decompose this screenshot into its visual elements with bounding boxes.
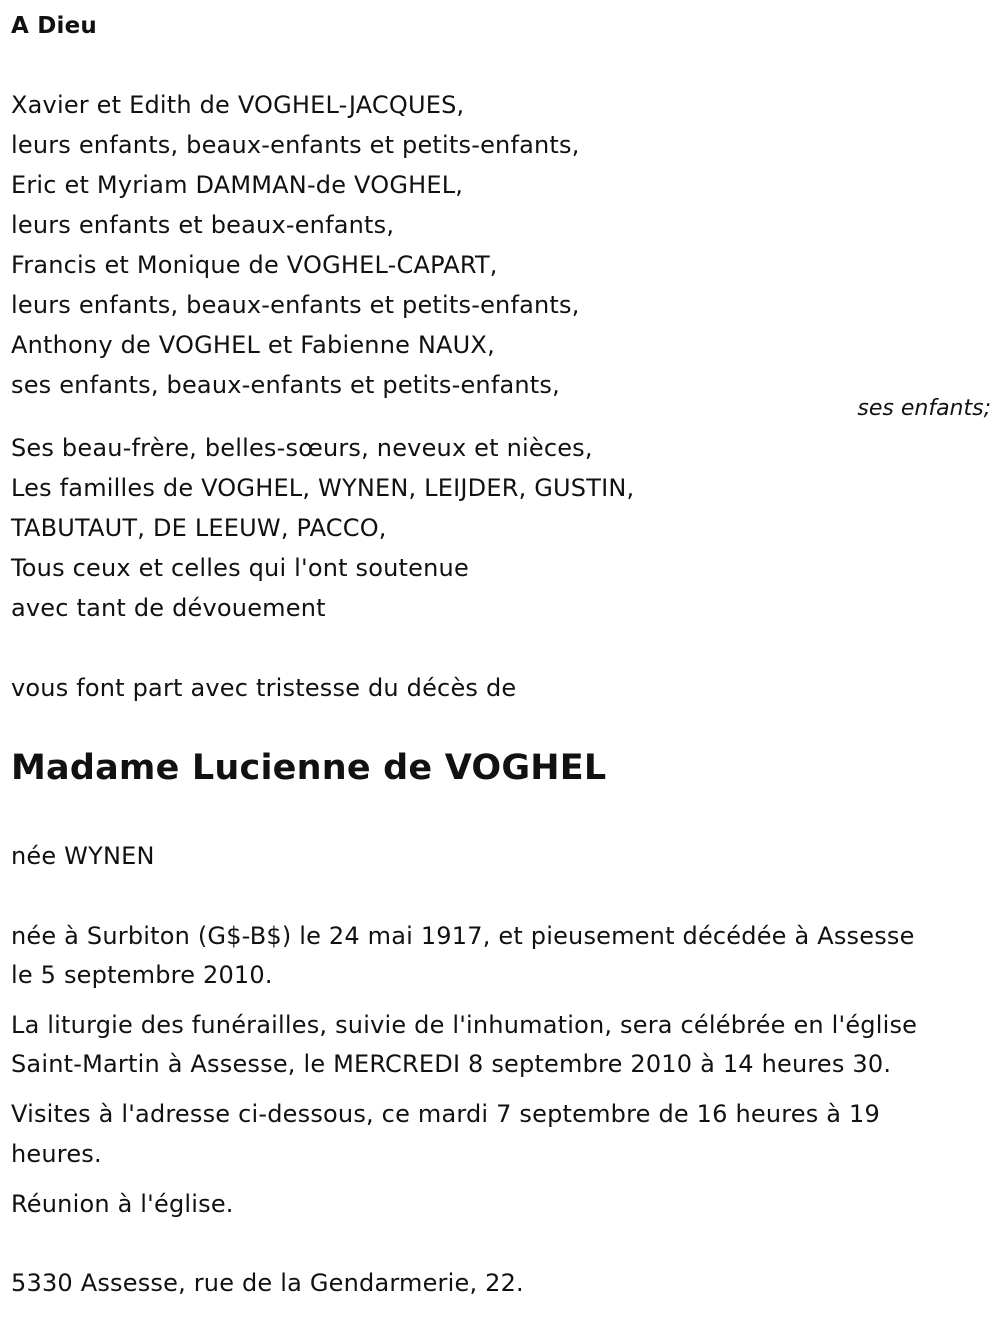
- meeting-note: Réunion à l'église.: [11, 1190, 234, 1218]
- announcement-intro: vous font part avec tristesse du décès de: [11, 674, 517, 702]
- paragraph-line: Saint-Martin à Assesse, le MERCREDI 8 septembre 2010 à 14 heures 30.: [11, 1050, 892, 1078]
- family-line: Anthony de VOGHEL et Fabienne NAUX,: [11, 331, 495, 359]
- deceased-name: Madame Lucienne de VOGHEL: [11, 748, 607, 788]
- relatives-line: TABUTAUT, DE LEEUW, PACCO,: [11, 514, 387, 542]
- paragraph-line: La liturgie des funérailles, suivie de l'inhumation, sera célébrée en l'église: [11, 1011, 918, 1039]
- side-note: ses enfants;: [857, 396, 991, 421]
- relatives-line: avec tant de dévouement: [11, 594, 326, 622]
- address: 5330 Assesse, rue de la Gendarmerie, 22.: [11, 1269, 524, 1297]
- relatives-line: Les familles de VOGHEL, WYNEN, LEIJDER, GUSTIN,: [11, 474, 635, 502]
- paragraph-line: Visites à l'adresse ci-dessous, ce mardi 7 septembre de 16 heures à 19: [11, 1100, 880, 1128]
- relatives-line: Tous ceux et celles qui l'ont soutenue: [11, 554, 469, 582]
- relatives-line: Ses beau-frère, belles-sœurs, neveux et nièces,: [11, 434, 593, 462]
- maiden-name: née WYNEN: [11, 842, 155, 870]
- family-line: leurs enfants, beaux-enfants et petits-enfants,: [11, 131, 580, 159]
- family-line: Xavier et Edith de VOGHEL-JACQUES,: [11, 91, 465, 119]
- page-title: A Dieu: [11, 13, 97, 39]
- family-line: Francis et Monique de VOGHEL-CAPART,: [11, 251, 498, 279]
- family-line: leurs enfants, beaux-enfants et petits-enfants,: [11, 291, 580, 319]
- paragraph-line: le 5 septembre 2010.: [11, 961, 273, 989]
- paragraph-line: née à Surbiton (G$-B$) le 24 mai 1917, et pieusement décédée à Assesse: [11, 922, 915, 950]
- family-line: ses enfants, beaux-enfants et petits-enfants,: [11, 371, 560, 399]
- family-line: leurs enfants et beaux-enfants,: [11, 211, 395, 239]
- family-line: Eric et Myriam DAMMAN-de VOGHEL,: [11, 171, 464, 199]
- paragraph-line: heures.: [11, 1140, 102, 1168]
